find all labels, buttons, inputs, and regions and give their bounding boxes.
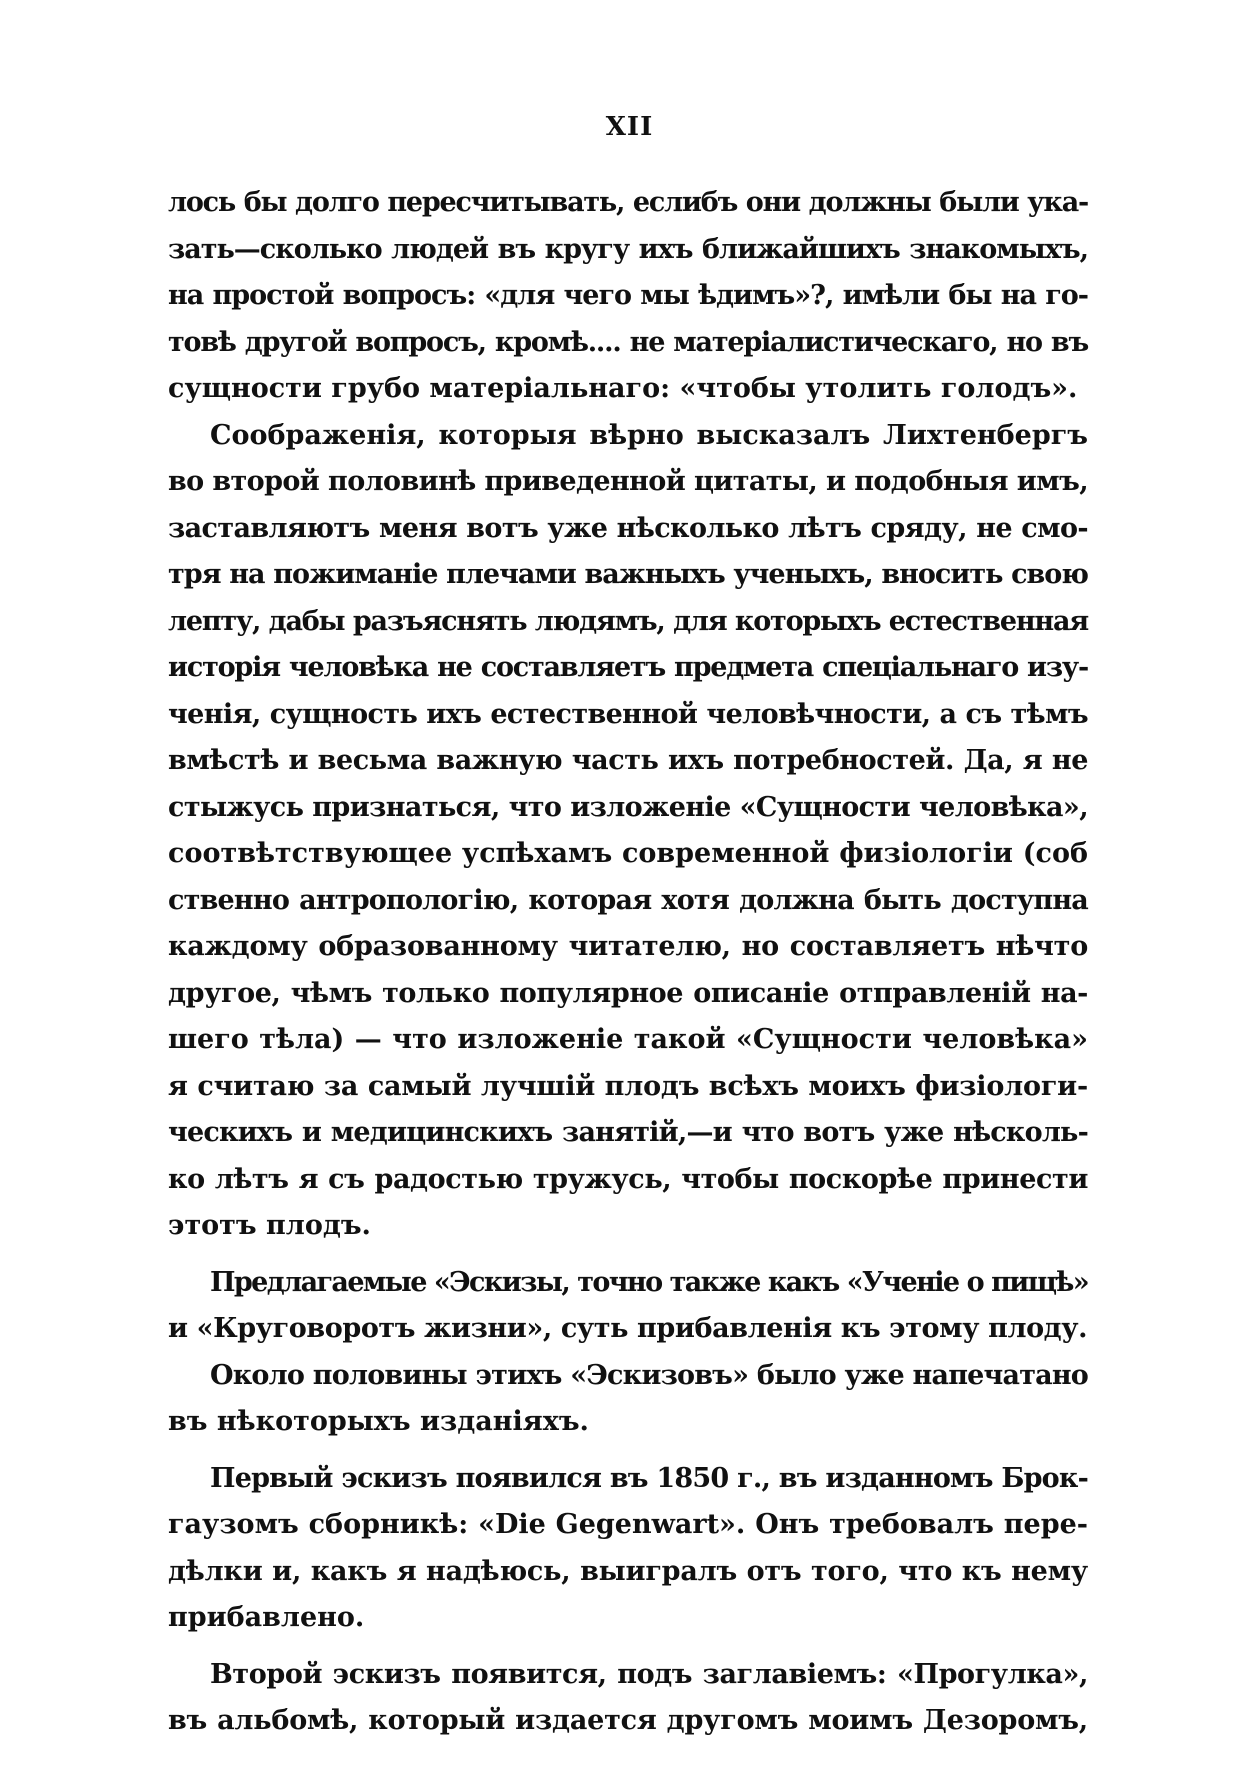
text-line: прибавлено. xyxy=(168,1602,365,1633)
text-line: ко лѣтъ я съ радостью тружусь, чтобы поскорѣе принести xyxy=(168,1163,1088,1195)
text-line: Соображенія, которыя вѣрно высказалъ Лихтенбергъ xyxy=(210,419,1088,451)
text-line: во второй половинѣ приведенной цитаты, и подобныя имъ, xyxy=(168,466,1088,497)
text-line: ческихъ и медицинскихъ занятій,—и что вотъ уже нѣсколь- xyxy=(168,1117,1088,1148)
page-number: XII xyxy=(605,112,654,142)
body-text xyxy=(168,180,1088,1745)
text-line: дѣлки и, какъ я надѣюсь, выигралъ отъ того, что къ нему xyxy=(168,1555,1088,1587)
text-line: другое, чѣмъ только популярное описаніе отправленій на- xyxy=(168,977,1088,1009)
text-line: и «Круговоротъ жизни», суть прибавленія къ этому плоду. xyxy=(168,1313,1088,1344)
text-line: зать—сколько людей въ кругу ихъ ближайшихъ знакомыхъ, xyxy=(168,233,1088,265)
text-line: лепту, дабы разъяснять людямъ, для которыхъ естественная xyxy=(168,605,1088,637)
text-line: ственно антропологію, которая хотя должна быть доступна xyxy=(168,884,1088,916)
text-line: вмѣстѣ и весьма важную часть ихъ потребностей. Да, я не xyxy=(168,745,1088,776)
paragraph xyxy=(168,1353,1088,1446)
text-line: въ нѣкоторыхъ изданіяхъ. xyxy=(168,1406,589,1437)
text-line: гаузомъ сборникѣ: «Die Gegenwart». Онъ требовалъ пере- xyxy=(168,1509,1088,1540)
text-line: каждому образованному читателю, но составляетъ нѣчто xyxy=(168,931,1088,962)
paragraph xyxy=(168,1652,1088,1745)
text-line: стыжусь признаться, что изложеніе «Сущности человѣка», xyxy=(168,791,1088,823)
paragraph xyxy=(168,1456,1088,1642)
paragraph xyxy=(168,180,1088,413)
paragraph xyxy=(168,1260,1088,1353)
text-line: Второй эскизъ появится, подъ заглавіемъ: «Прогулка», xyxy=(210,1658,1088,1690)
text-line: я считаю за самый лучшій плодъ всѣхъ моихъ физіологи- xyxy=(168,1070,1088,1102)
text-line: соотвѣтствующее успѣхамъ современной физіологіи (соб xyxy=(168,838,1088,869)
text-line: Около половины этихъ «Эскизовъ» было уже напечатано xyxy=(210,1359,1088,1391)
paragraph xyxy=(168,413,1088,1250)
text-line: заставляютъ меня вотъ уже нѣсколько лѣтъ сряду, не смо- xyxy=(168,512,1088,544)
text-line: Предлагаемые «Эскизы, точно также какъ «Ученіе о пищѣ» xyxy=(210,1266,1088,1298)
text-line: на простой вопросъ: «для чего мы ѣдимъ»?, имѣли бы на го- xyxy=(168,280,1088,311)
text-line: лось бы долго пересчитывать, еслибъ они должны были ука- xyxy=(168,187,1088,218)
text-line: шего тѣла) — что изложеніе такой «Сущности человѣка» xyxy=(168,1024,1088,1055)
text-line: ченія, сущность ихъ естественной человѣчности, а съ тѣмъ xyxy=(168,698,1088,730)
text-line: въ альбомѣ, который издается другомъ моимъ Дезоромъ, xyxy=(168,1705,1088,1736)
text-line: этотъ плодъ. xyxy=(168,1210,371,1241)
text-line: сущности грубо матеріальнаго: «чтобы утолить голодъ». xyxy=(168,373,1078,404)
text-line: Первый эскизъ появился въ 1850 г., въ изданномъ Брок- xyxy=(210,1462,1088,1494)
text-line: тря на пожиманіе плечами важныхъ ученыхъ, вносить свою xyxy=(168,559,1088,590)
text-line: товѣ другой вопросъ, кромѣ.... не матеріалистическаго, но въ xyxy=(168,326,1088,358)
text-line: исторія человѣка не составляетъ предмета спеціальнаго изу- xyxy=(168,652,1088,683)
